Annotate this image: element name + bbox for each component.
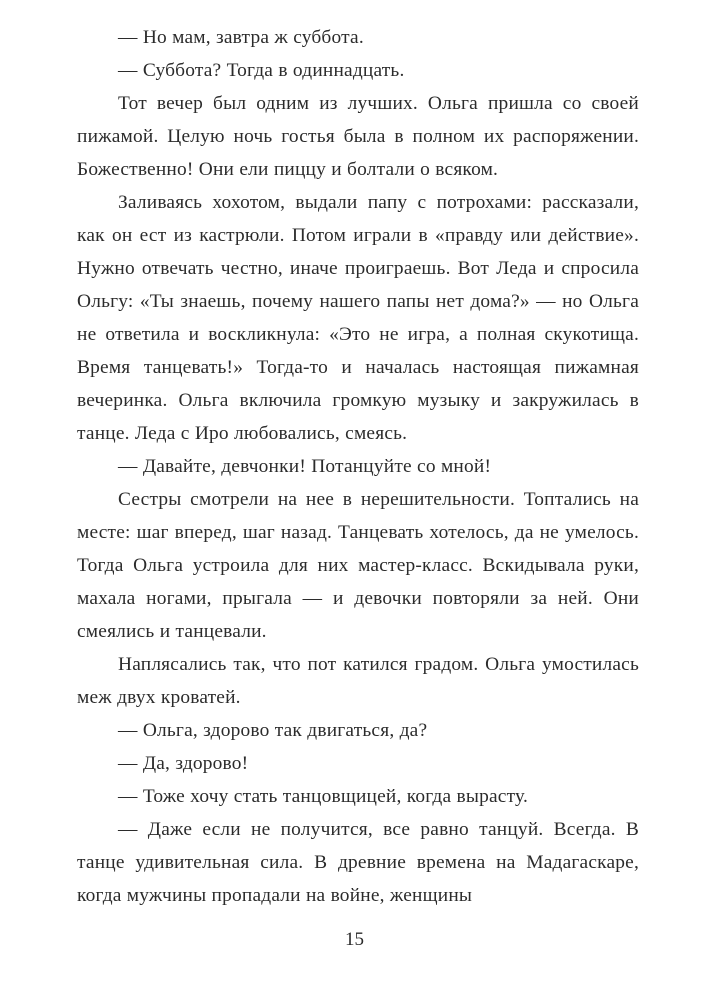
dialogue-line: — Ольга, здорово так двигаться, да?	[118, 720, 428, 741]
dialogue-line: — Давайте, девчонки! Потанцуйте со мной!	[118, 456, 492, 477]
body-paragraph: Заливаясь хохотом, выдали папу с потрохами: рассказали, как он ест из кастрюли. Потом играли в «правду или действие». Нужно отвечать честно, иначе проиграешь. Вот Леда и спросила Ольгу: «Ты знаешь, почему нашего папы нет дома?» — но Ольга не ответила и воскликнула: «Это не игра, а полная скукотища. Время танцевать!» Тогда-то и началась настоящая пижамная вечеринка. Ольга включила громкую музыку и закружилась в танце. Леда с Иро любовались, смеясь.	[77, 192, 639, 444]
page-text-body	[77, 21, 639, 912]
body-paragraph: Сестры смотрели на нее в нерешительности. Топтались на месте: шаг вперед, шаг назад. Танцевать хотелось, да не умелось. Тогда Ольга устроила для них мастер-класс. Вскидывала руки, махала ногами, прыгала — и девочки повторяли за ней. Они смеялись и танцевали.	[77, 489, 639, 642]
body-paragraph: Тот вечер был одним из лучших. Ольга пришла со своей пижамой. Целую ночь гостья была в полном их распоряжении. Божественно! Они ели пиццу и болтали о всяком.	[77, 93, 639, 180]
dialogue-line: — Суббота? Тогда в одиннадцать.	[118, 60, 405, 81]
dialogue-line: — Тоже хочу стать танцовщицей, когда вырасту.	[118, 786, 528, 807]
body-paragraph: Наплясались так, что пот катился градом. Ольга умостилась меж двух кроватей.	[77, 654, 639, 708]
dialogue-line: — Но мам, завтра ж суббота.	[118, 27, 364, 48]
dialogue-line: — Да, здорово!	[118, 753, 249, 774]
page-number: 15	[345, 929, 364, 950]
body-paragraph: — Даже если не получится, все равно танцуй. Всегда. В танце удивительная сила. В древние времена на Мадагаскаре, когда мужчины пропадали на войне, женщины	[77, 819, 639, 906]
